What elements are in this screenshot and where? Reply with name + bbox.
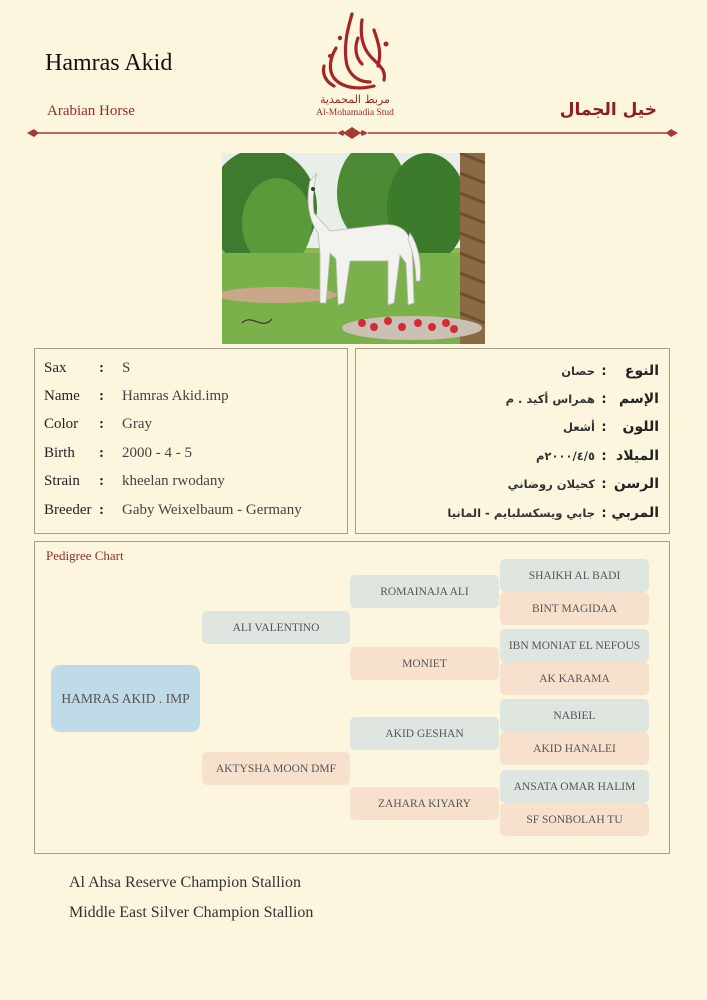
- subtitle-english: Arabian Horse: [47, 103, 135, 119]
- achievement-1: Al Ahsa Reserve Champion Stallion: [69, 874, 301, 891]
- pedigree-gen4-7: ANSATA OMAR HALIM: [500, 770, 649, 803]
- info-label-ar: النوع: [624, 363, 659, 379]
- pedigree-gen4-3: IBN MONIAT EL NEFOUS: [500, 629, 649, 662]
- horse-photo: [222, 153, 485, 344]
- logo-arabic-text: مربط المحمدية: [320, 93, 390, 106]
- info-label: Sax: [44, 360, 67, 376]
- info-value-ar: ٢٠٠٠/٤/٥م: [536, 449, 595, 463]
- info-label: Strain: [44, 473, 80, 489]
- info-value: kheelan rwodany: [122, 473, 225, 489]
- info-separator-ar: :: [601, 364, 607, 379]
- info-separator-ar: :: [601, 506, 607, 521]
- info-row-ar-strain: [508, 473, 659, 492]
- pedigree-gen3-2: MONIET: [350, 647, 499, 680]
- info-row-breeder: [44, 502, 302, 519]
- info-row-strain: [44, 473, 225, 490]
- info-label: Breeder: [44, 502, 92, 518]
- pedigree-chart-panel: [34, 541, 670, 854]
- pedigree-subject: HAMRAS AKID . IMP: [51, 665, 200, 732]
- info-value: 2000 - 4 - 5: [122, 445, 192, 461]
- subtitle-arabic: خيل الجمال: [559, 100, 657, 120]
- info-separator-ar: :: [601, 420, 607, 435]
- info-row-sex: [44, 360, 130, 377]
- info-label-ar: الميلاد: [616, 448, 659, 464]
- pedigree-gen3-3: AKID GESHAN: [350, 717, 499, 750]
- info-separator: :: [99, 416, 104, 432]
- pedigree-gen4-1: SHAIKH AL BADI: [500, 559, 649, 592]
- info-row-ar-birth: [536, 445, 659, 464]
- info-row-birth: [44, 445, 192, 462]
- pedigree-title: Pedigree Chart: [46, 548, 124, 563]
- info-row-ar-name: [506, 388, 659, 407]
- info-label-ar: اللون: [622, 419, 659, 435]
- info-separator-ar: :: [601, 477, 607, 492]
- pedigree-gen3-1: ROMAINAJA ALI: [350, 575, 499, 608]
- info-arabic-panel: [355, 348, 670, 534]
- pedigree-gen3-4: ZAHARA KIYARY: [350, 787, 499, 820]
- page-title: Hamras Akid: [45, 50, 173, 76]
- info-value-ar: جابي ويسكسلبايم - المانيا: [447, 506, 595, 520]
- info-label: Name: [44, 388, 80, 404]
- info-row-ar-color: [563, 416, 659, 435]
- info-row-ar-breeder: [447, 502, 659, 521]
- info-value-ar: أشعل: [562, 420, 595, 434]
- info-value: Gray: [122, 416, 152, 432]
- info-row-color: [44, 416, 152, 433]
- pedigree-dam: AKTYSHA MOON DMF: [202, 752, 350, 785]
- info-value-ar: حصان: [561, 364, 595, 378]
- info-label-ar: الإسم: [619, 391, 659, 407]
- info-separator-ar: :: [601, 449, 607, 464]
- info-value-ar: كحيلان روضاني: [507, 477, 595, 491]
- pedigree-sire: ALI VALENTINO: [202, 611, 350, 644]
- info-value: S: [122, 360, 131, 376]
- logo-english-text: Al-Mohamadia Stud: [316, 108, 394, 118]
- pedigree-gen4-5: NABIEL: [500, 699, 649, 732]
- info-row-name: [44, 388, 229, 405]
- info-label: Color: [44, 416, 79, 432]
- pedigree-gen4-6: AKID HANALEI: [500, 732, 649, 765]
- pedigree-gen4-8: SF SONBOLAH TU: [500, 803, 649, 836]
- info-separator: :: [99, 445, 104, 461]
- info-row-ar-type: [561, 360, 659, 379]
- pedigree-gen4-2: BINT MAGIDAA: [500, 592, 649, 625]
- info-separator-ar: :: [601, 392, 607, 407]
- info-separator: :: [99, 473, 104, 489]
- info-separator: :: [99, 388, 104, 404]
- info-label: Birth: [44, 445, 75, 461]
- info-label-ar: المربي: [611, 505, 659, 521]
- pedigree-gen4-4: AK KARAMA: [500, 662, 649, 695]
- info-label-ar: الرسن: [613, 476, 659, 492]
- info-separator: :: [99, 360, 104, 376]
- info-english-panel: [34, 348, 348, 534]
- ornamental-divider: [25, 126, 680, 140]
- achievement-2: Middle East Silver Champion Stallion: [69, 904, 314, 921]
- info-value-ar: همراس أكيد . م: [505, 392, 595, 406]
- info-value: Gaby Weixelbaum - Germany: [122, 502, 302, 518]
- info-separator: :: [99, 502, 104, 518]
- info-value: Hamras Akid.imp: [122, 388, 229, 404]
